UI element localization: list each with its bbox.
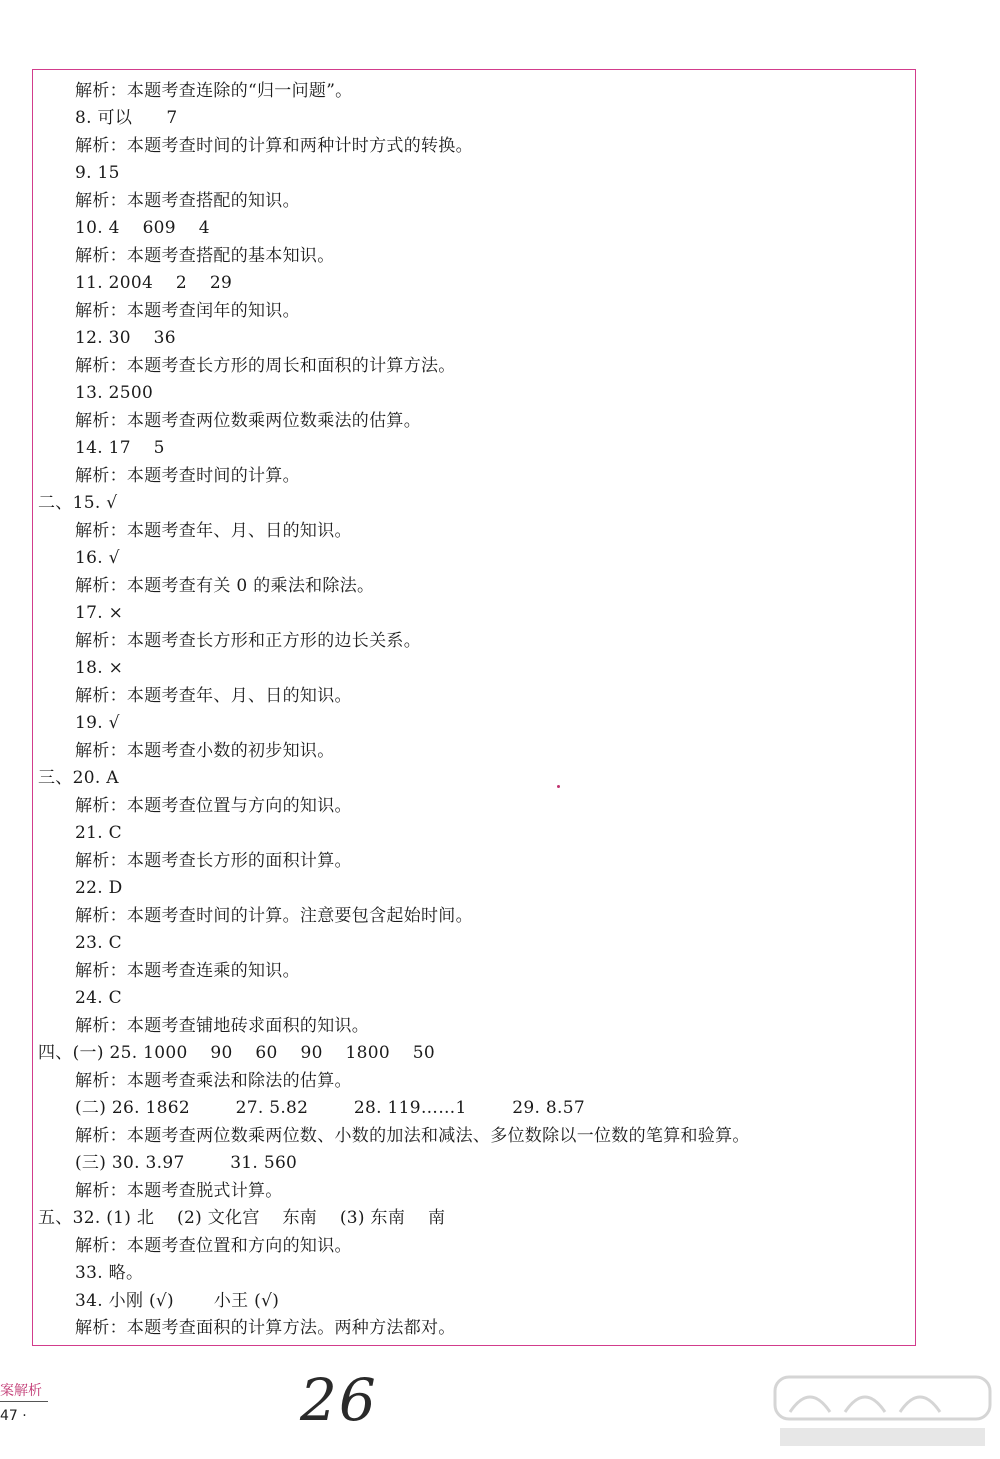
page-number: 47 · [0,1408,27,1424]
text-line: 解析：本题考查长方形的面积计算。 [75,851,352,871]
text-line: 解析：本题考查有关 0 的乘法和除法。 [75,576,375,596]
text-line: 解析：本题考查搭配的基本知识。 [75,246,335,266]
text-line: 23. C [75,933,122,953]
text-line: 14. 17 5 [75,438,165,458]
text-line: 解析：本题考查位置和方向的知识。 [75,1236,352,1256]
section-heading: 五、32. (1) 北 (2) 文化宫 东南 (3) 东南 南 [38,1208,446,1228]
text-line: 24. C [75,988,122,1008]
text-line: 解析：本题考查脱式计算。 [75,1181,283,1201]
text-line: 解析：本题考查时间的计算和两种计时方式的转换。 [75,136,473,156]
text-line: 解析：本题考查时间的计算。 [75,466,300,486]
text-line: 12. 30 36 [75,328,176,348]
section-heading: 二、15. √ [38,493,118,513]
footer-divider [0,1401,48,1402]
text-line: 解析：本题考查闰年的知识。 [75,301,300,321]
text-line: 9. 15 [75,163,120,183]
text-line: 13. 2500 [75,383,154,403]
ink-speck [557,785,560,788]
text-line: 19. √ [75,713,120,733]
text-line: 17. × [75,603,124,623]
handwritten-page-number: 26 [300,1366,378,1434]
section-heading: 三、20. A [38,768,119,788]
text-line: 解析：本题考查铺地砖求面积的知识。 [75,1016,370,1036]
text-line: 解析：本题考查位置与方向的知识。 [75,796,352,816]
text-line: (三) 30. 3.97 31. 560 [75,1153,298,1173]
text-line: 21. C [75,823,122,843]
text-line: 解析：本题考查年、月、日的知识。 [75,686,352,706]
text-line: 解析：本题考查小数的初步知识。 [75,741,335,761]
text-line: 解析：本题考查年、月、日的知识。 [75,521,352,541]
text-line: 34. 小刚 (√) 小王 (√) [75,1291,280,1311]
text-line: 解析：本题考查搭配的知识。 [75,191,300,211]
text-line: 解析：本题考查两位数乘两位数、小数的加法和减法、多位数除以一位数的笔算和验算。 [75,1126,750,1146]
text-line: 解析：本题考查长方形的周长和面积的计算方法。 [75,356,456,376]
text-line: 11. 2004 2 29 [75,273,233,293]
text-line: 解析：本题考查长方形和正方形的边长关系。 [75,631,421,651]
section-heading: 四、(一) 25. 1000 90 60 90 1800 50 [38,1043,436,1063]
text-line: 解析：本题考查时间的计算。注意要包含起始时间。 [75,906,473,926]
text-line: (二) 26. 1862 27. 5.82 28. 119……1 29. 8.57 [75,1098,585,1118]
text-line: 22. D [75,878,123,898]
text-line: 解析：本题考查两位数乘两位数乘法的估算。 [75,411,421,431]
text-line: 16. √ [75,548,120,568]
text-line: 解析：本题考查连除的“归一问题”。 [75,81,353,101]
text-line: 解析：本题考查连乘的知识。 [75,961,300,981]
watermark-logo-icon [770,1372,995,1452]
text-line: 33. 略。 [75,1263,144,1283]
text-line: 18. × [75,658,124,678]
footer-section-label: 案解析 [0,1383,42,1399]
text-line: 8. 可以 7 [75,108,178,128]
text-line: 10. 4 609 4 [75,218,210,238]
text-line: 解析：本题考查面积的计算方法。两种方法都对。 [75,1318,456,1338]
text-line: 解析：本题考查乘法和除法的估算。 [75,1071,352,1091]
